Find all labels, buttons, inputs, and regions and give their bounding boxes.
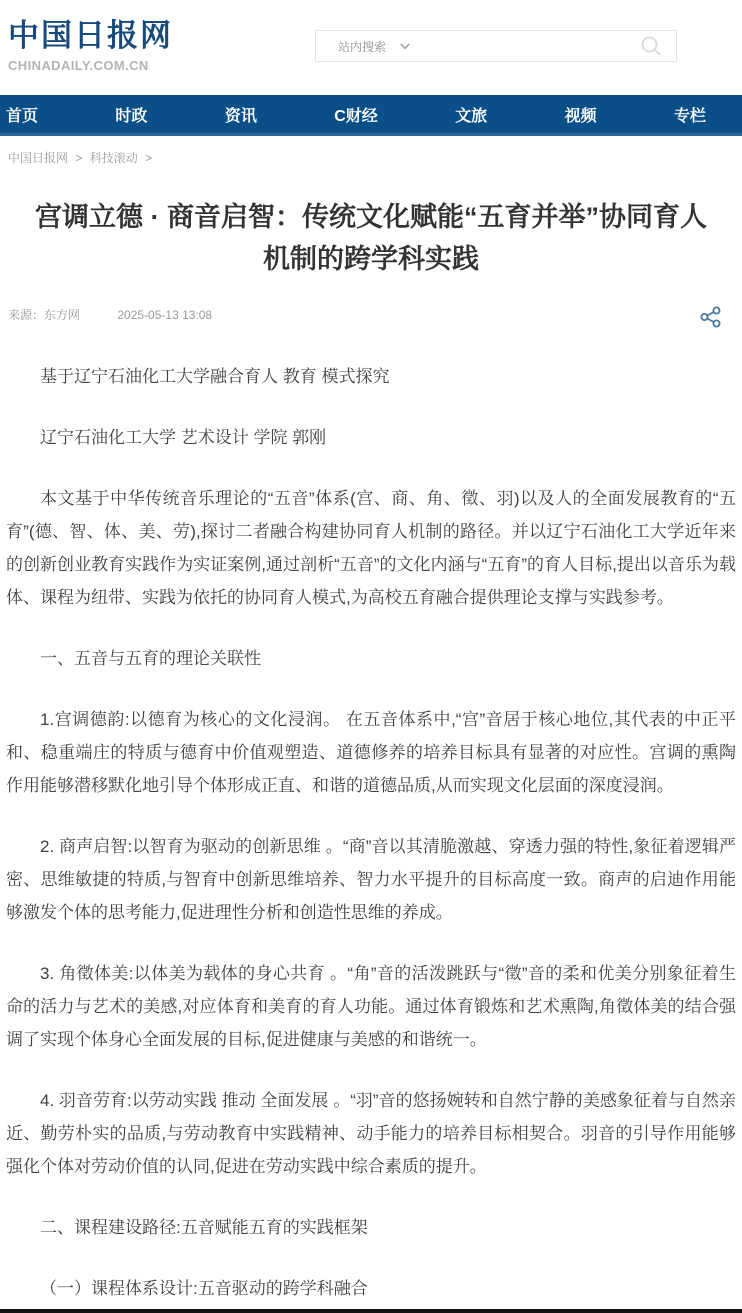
nav-item-home[interactable]: 首页: [6, 107, 39, 125]
section-heading-2: 二、课程建设路径:五音赋能五育的实践框架: [40, 1218, 368, 1237]
nav-item-culture[interactable]: 文旅: [455, 107, 488, 125]
breadcrumb-home[interactable]: 中国日报网: [8, 151, 69, 165]
search-scope-label: 站内搜索: [338, 39, 387, 54]
search-icon[interactable]: [640, 35, 662, 57]
paragraph-subtitle: 基于辽宁石油化工大学融合育人 教育 模式探究: [40, 367, 390, 386]
nav-item-finance[interactable]: C财经: [334, 107, 378, 125]
site-logo[interactable]: [8, 10, 173, 73]
paragraph-abstract: 本文基于中华传统音乐理论的“五音”体系(宫、商、角、徵、羽)以及人的全面发展教育的“五育”(德、智、体、美、劳),探讨二者融合构建协同育人机制的路径。并以辽宁石油化工大学近年来的创新创业教育实践作为实证案例,通过剖析“五音”的文化内涵与“五育”的育人目标,提出以音乐为载体、课程为纽带、实践为依托的协同育人模式,为高校五育融合提供理论支撑与实践参考。: [6, 489, 736, 607]
paragraph-point-3: 3. 角徵体美:以体美为载体的身心共育 。“角”音的活泼跳跃与“徵”音的柔和优美分别象征着生命的活力与艺术的美感,对应体育和美育的育人功能。通过体育锻炼和艺术熏陶,角徵体美的结合强调了实现个体身心全面发展的目标,促进健康与美感的和谐统一。: [6, 964, 736, 1049]
breadcrumb: [8, 149, 734, 166]
article-title: 宫调立德 · 商音启智：传统文化赋能“五育并举”协同育人机制的跨学科实践: [35, 202, 707, 274]
nav-item-news[interactable]: 资讯: [224, 107, 257, 125]
breadcrumb-section[interactable]: 科技滚动: [89, 151, 138, 165]
article-source: 来源：东方网: [8, 308, 81, 322]
breadcrumb-separator: >: [145, 151, 153, 165]
nav-item-column[interactable]: 专栏: [673, 107, 706, 125]
search-scope-dropdown[interactable]: [338, 38, 410, 55]
site-header: [0, 0, 742, 95]
share-icon[interactable]: [698, 304, 724, 330]
paragraph-point-2: 2. 商声启智:以智育为驱动的创新思维 。“商”音以其清脆激越、穿透力强的特性,象征着逻辑严密、思维敏捷的特质,与智育中创新思维培养、智力水平提升的目标高度一致。商声的启迪作用能够激发个体的思考能力,促进理性分析和创造性思维的养成。: [6, 837, 736, 922]
site-search[interactable]: [315, 30, 677, 62]
page-bottom-edge: [0, 1309, 742, 1313]
main-nav: [0, 95, 742, 136]
site-logo-english: CHINADAILY.COM.CN: [8, 58, 149, 73]
paragraph-point-4: 4. 羽音劳育:以劳动实践 推动 全面发展 。“羽”音的悠扬婉转和自然宁静的美感象征着与自然亲近、勤劳朴实的品质,与劳动教育中实践精神、动手能力的培养目标相契合。羽音的引导作用能够强化个体对劳动价值的认同,促进在劳动实践中综合素质的提升。: [6, 1091, 736, 1176]
site-logo-chinese: 中国日报网: [8, 18, 173, 53]
article-main: [0, 196, 742, 1305]
section-heading-1: 一、五音与五育的理论关联性: [40, 649, 261, 668]
article-datetime: 2025-05-13 13:08: [117, 308, 213, 322]
subsection-heading-1: （一）课程体系设计:五音驱动的跨学科融合: [40, 1279, 368, 1298]
paragraph-author: 辽宁石油化工大学 艺术设计 学院 郭刚: [40, 428, 327, 447]
breadcrumb-separator: >: [75, 151, 83, 165]
nav-item-video[interactable]: 视频: [564, 107, 597, 125]
nav-item-politics[interactable]: 时政: [115, 107, 148, 125]
article-meta: [8, 306, 734, 332]
article-body: [6, 360, 736, 1305]
chevron-down-icon: [400, 43, 410, 50]
paragraph-point-1: 1.宫调德韵:以德育为核心的文化浸润。 在五音体系中,“宫”音居于核心地位,其代表的中正平和、稳重端庄的特质与德育中价值观塑造、道德修养的培养目标具有显著的对应性。宫调的熏陶作用能够潜移默化地引导个体形成正直、和谐的道德品质,从而实现文化层面的深度浸润。: [6, 710, 736, 795]
